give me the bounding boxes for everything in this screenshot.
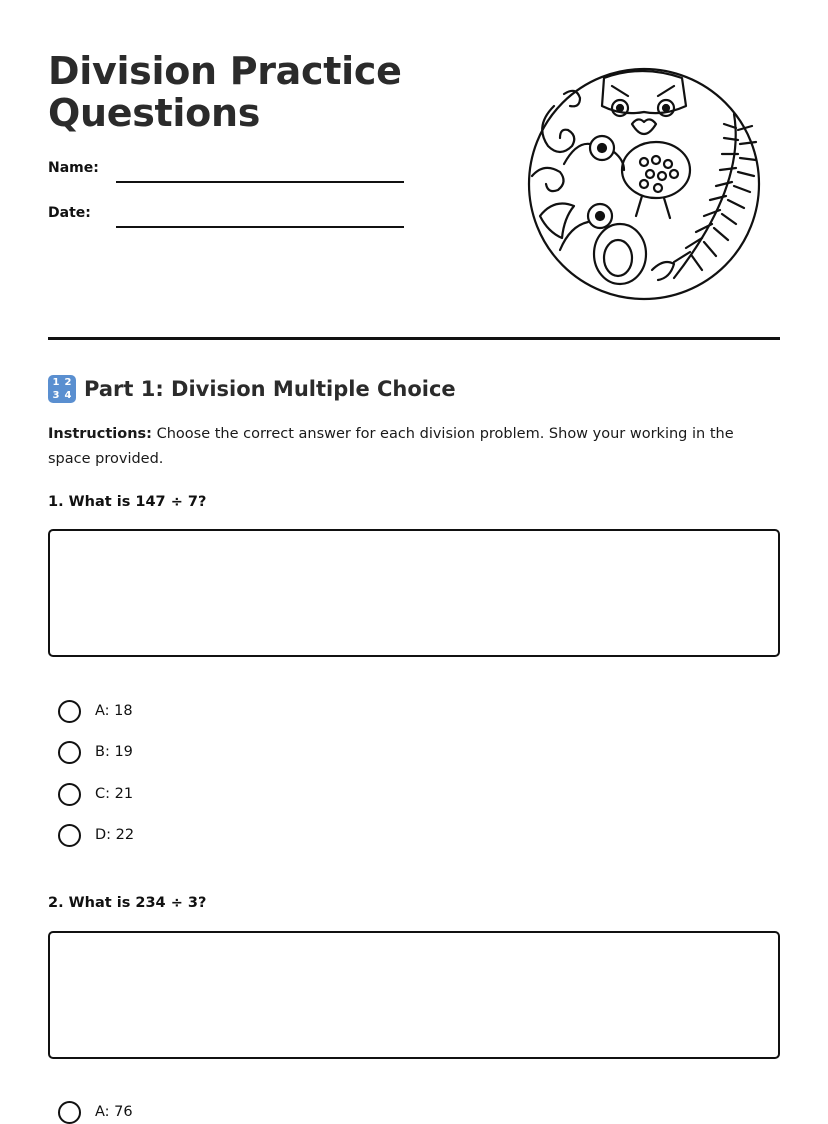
date-field[interactable] <box>116 226 404 228</box>
option-label: C: 21 <box>95 786 134 802</box>
radio-button[interactable] <box>58 1101 81 1124</box>
part1-heading-text: Part 1: Division Multiple Choice <box>84 377 456 401</box>
question-2-option-a[interactable] <box>58 1100 133 1124</box>
question-2-working-space[interactable] <box>48 931 780 1059</box>
question-1-working-space[interactable] <box>48 529 780 657</box>
question-1-option-c[interactable] <box>58 782 133 806</box>
question-1-prompt: 1. What is 147 ÷ 7? <box>48 494 207 510</box>
option-label: A: 18 <box>95 703 133 719</box>
input-numbers-icon: 1 2 3 4 <box>48 375 76 403</box>
option-label: B: 19 <box>95 744 133 760</box>
option-label: A: 76 <box>95 1104 133 1120</box>
section-divider <box>48 337 780 340</box>
question-1-option-d[interactable] <box>58 823 134 847</box>
page-title <box>48 50 402 134</box>
name-field[interactable] <box>116 181 404 183</box>
question-1-option-b[interactable] <box>58 740 133 764</box>
radio-button[interactable] <box>58 783 81 806</box>
option-label: D: 22 <box>95 827 135 843</box>
maori-bird-fern-emblem-icon <box>524 66 764 302</box>
radio-button[interactable] <box>58 824 81 847</box>
title-line-2: Questions <box>48 91 261 135</box>
instructions-label: Instructions: <box>48 426 152 442</box>
name-label: Name: <box>48 160 99 176</box>
radio-button[interactable] <box>58 741 81 764</box>
part1-heading <box>48 374 456 404</box>
instructions-text: Choose the correct answer for each division problem. Show your working in the space provided. <box>48 426 734 467</box>
instructions <box>48 422 780 472</box>
date-label: Date: <box>48 205 91 221</box>
question-1-option-a[interactable] <box>58 699 133 723</box>
radio-button[interactable] <box>58 700 81 723</box>
question-2-prompt: 2. What is 234 ÷ 3? <box>48 895 207 911</box>
title-line-1: Division Practice <box>48 49 402 93</box>
